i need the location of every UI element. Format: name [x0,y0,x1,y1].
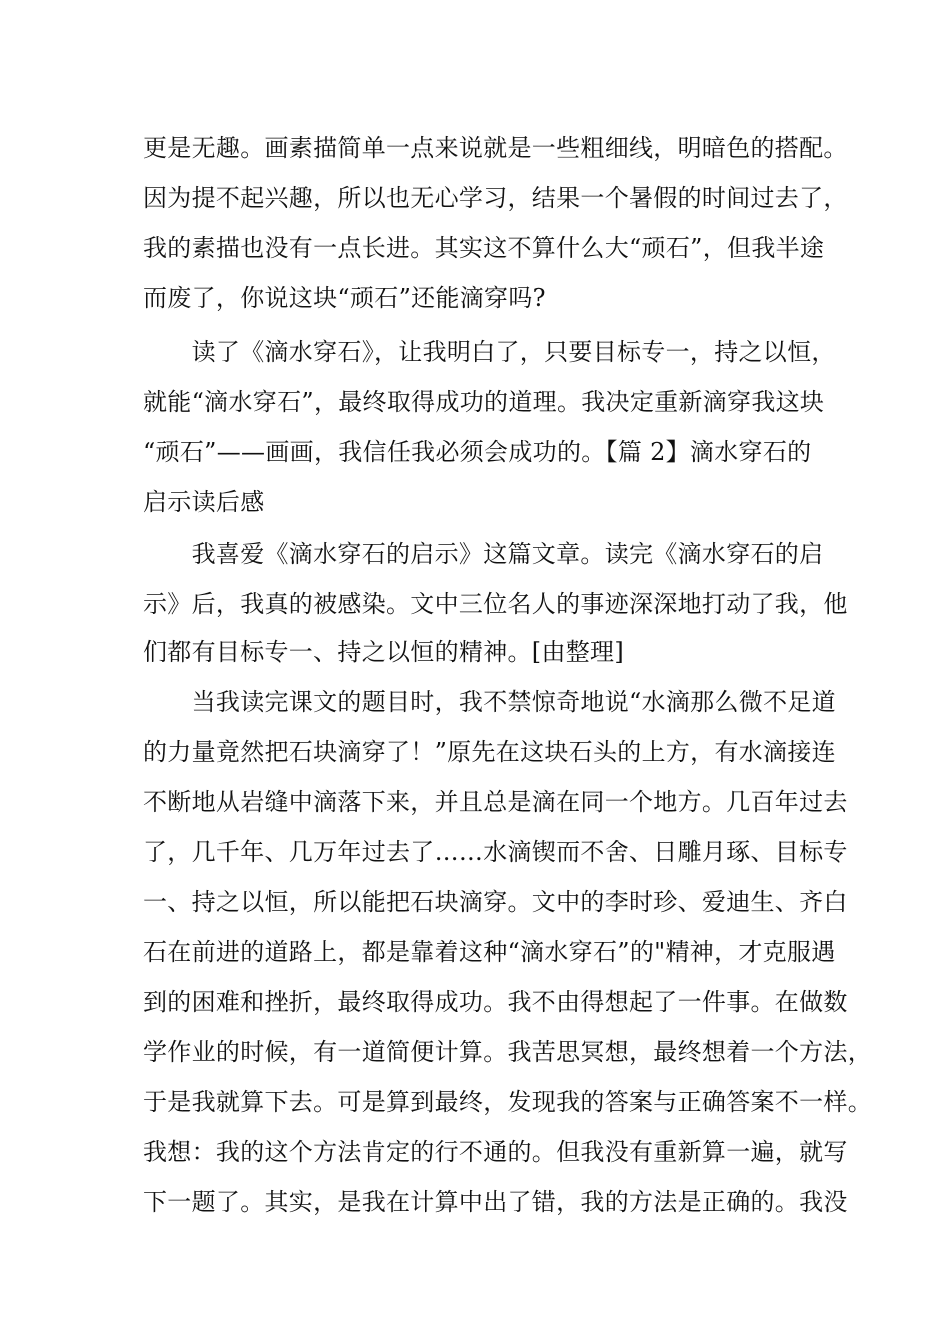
text-line: 们都有目标专一、持之以恒的精神。[由整理] [143,638,625,666]
paragraph-start-line: 当我读完课文的题目时，我不禁惊奇地说“水滴那么微不足道 [143,688,836,716]
text-line: 于是我就算下去。可是算到最终，发现我的答案与正确答案不一样。 [143,1088,872,1116]
text-line: 学作业的时候，有一道简便计算。我苦思冥想，最终想着一个方法， [143,1038,872,1066]
text-line: “顽石”——画画，我信任我必须会成功的。【篇 2】滴水穿石的 [143,438,812,466]
text-line: 不断地从岩缝中滴落下来，并且总是滴在同一个地方。几百年过去 [143,788,848,816]
text-line: 石在前进的道路上，都是靠着这种“滴水穿石”的"精神，才克服遇 [143,938,836,966]
text-line: 我想：我的这个方法肯定的行不通的。但我没有重新算一遍，就写 [143,1138,848,1166]
text-line: 就能“滴水穿石”，最终取得成功的道理。我决定重新滴穿我这块 [143,388,825,416]
text-line: 一、持之以恒，所以能把石块滴穿。文中的李时珍、爱迪生、齐白 [143,888,848,916]
paragraph-start-line: 读了《滴水穿石》，让我明白了，只要目标专一，持之以恒， [143,338,836,366]
section-title-line: 启示读后感 [143,488,265,516]
text-line: 的力量竟然把石块滴穿了！”原先在这块石头的上方，有水滴接连 [143,738,836,766]
text-line: 更是无趣。画素描简单一点来说就是一些粗细线，明暗色的搭配。 [143,134,848,162]
text-line: 我的素描也没有一点长进。其实这不算什么大“顽石”，但我半途 [143,234,825,262]
paragraph-start-line: 我喜爱《滴水穿石的启示》这篇文章。读完《滴水穿石的启 [143,540,824,568]
text-line: 因为提不起兴趣，所以也无心学习，结果一个暑假的时间过去了， [143,184,848,212]
text-line: 了，几千年、几万年过去了……水滴锲而不舍、日雕月琢、目标专 [143,838,848,866]
text-line: 到的困难和挫折，最终取得成功。我不由得想起了一件事。在做数 [143,988,848,1016]
text-line: 而废了，你说这块“顽石”还能滴穿吗? [143,284,546,312]
text-line: 下一题了。其实，是我在计算中出了错，我的方法是正确的。我没 [143,1188,848,1216]
text-line: 示》后，我真的被感染。文中三位名人的事迹深深地打动了我，他 [143,590,848,618]
